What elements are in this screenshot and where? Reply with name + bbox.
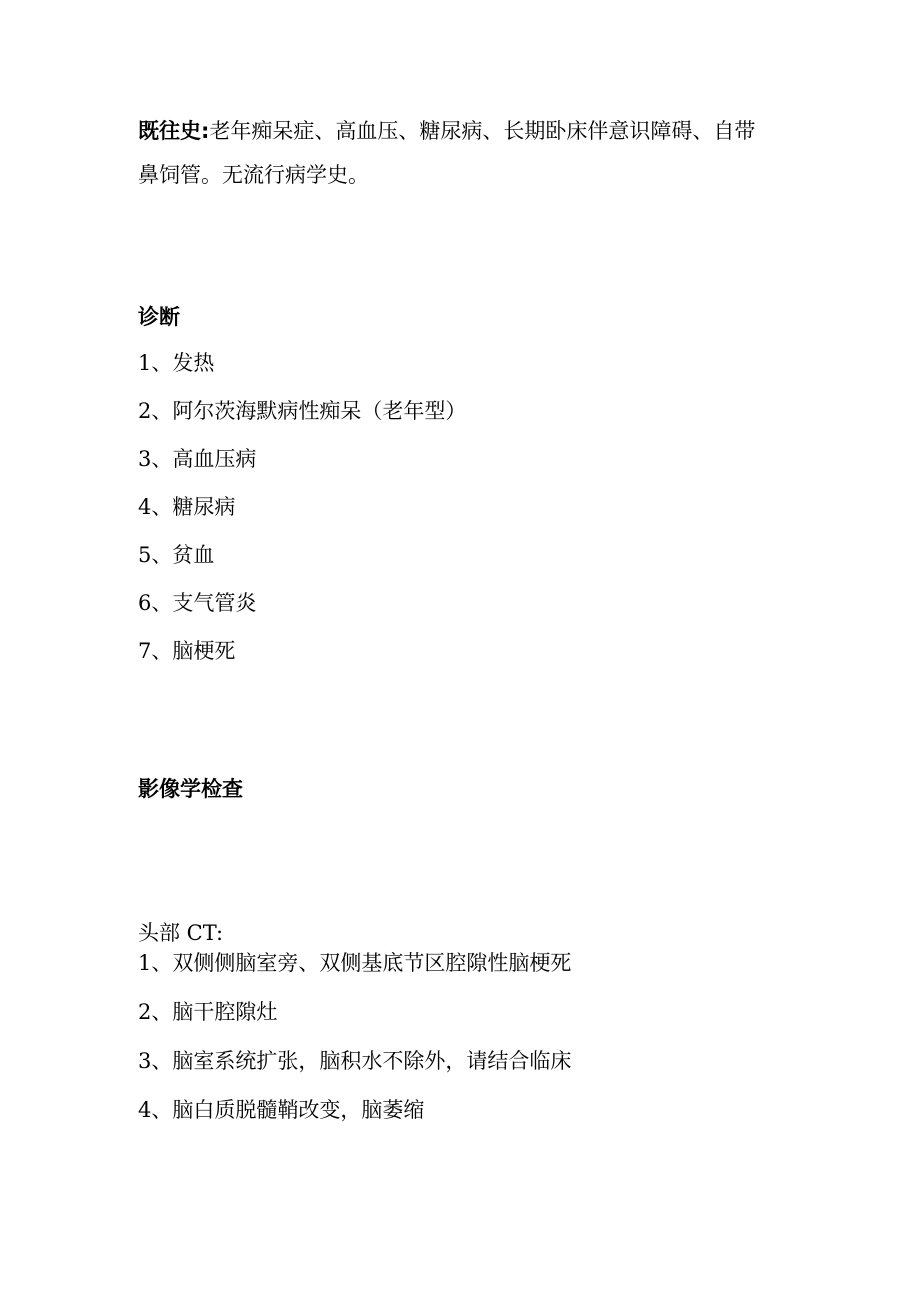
imaging-item: 3、脑室系统扩张，脑积水不除外，请结合临床 <box>138 1049 572 1073</box>
imaging-item: 4、脑白质脱髓鞘改变，脑萎缩 <box>138 1098 425 1122</box>
history-line-2: 鼻饲管。无流行病学史。 <box>138 163 369 187</box>
diagnosis-item: 7、脑梗死 <box>138 639 236 663</box>
imaging-item: 1、双侧侧脑室旁、双侧基底节区腔隙性脑梗死 <box>138 951 572 975</box>
diagnosis-item: 6、支气管炎 <box>138 591 257 615</box>
diagnosis-item: 5、贫血 <box>138 543 215 567</box>
diagnosis-item: 3、高血压病 <box>138 447 257 471</box>
imaging-heading: 影像学检查 <box>138 777 243 801</box>
diagnosis-heading: 诊断 <box>138 305 180 329</box>
diagnosis-item: 4、糖尿病 <box>138 495 236 519</box>
diagnosis-item: 1、发热 <box>138 351 215 375</box>
history-label: 既往史: <box>138 119 210 143</box>
history-line-1 <box>138 119 755 143</box>
diagnosis-item: 2、阿尔茨海默病性痴呆（老年型） <box>138 399 467 423</box>
imaging-item: 2、脑干腔隙灶 <box>138 1000 278 1024</box>
history-text-1: 老年痴呆症、高血压、糖尿病、长期卧床伴意识障碍、自带 <box>209 119 756 143</box>
ct-label: 头部 CT: <box>138 921 224 945</box>
